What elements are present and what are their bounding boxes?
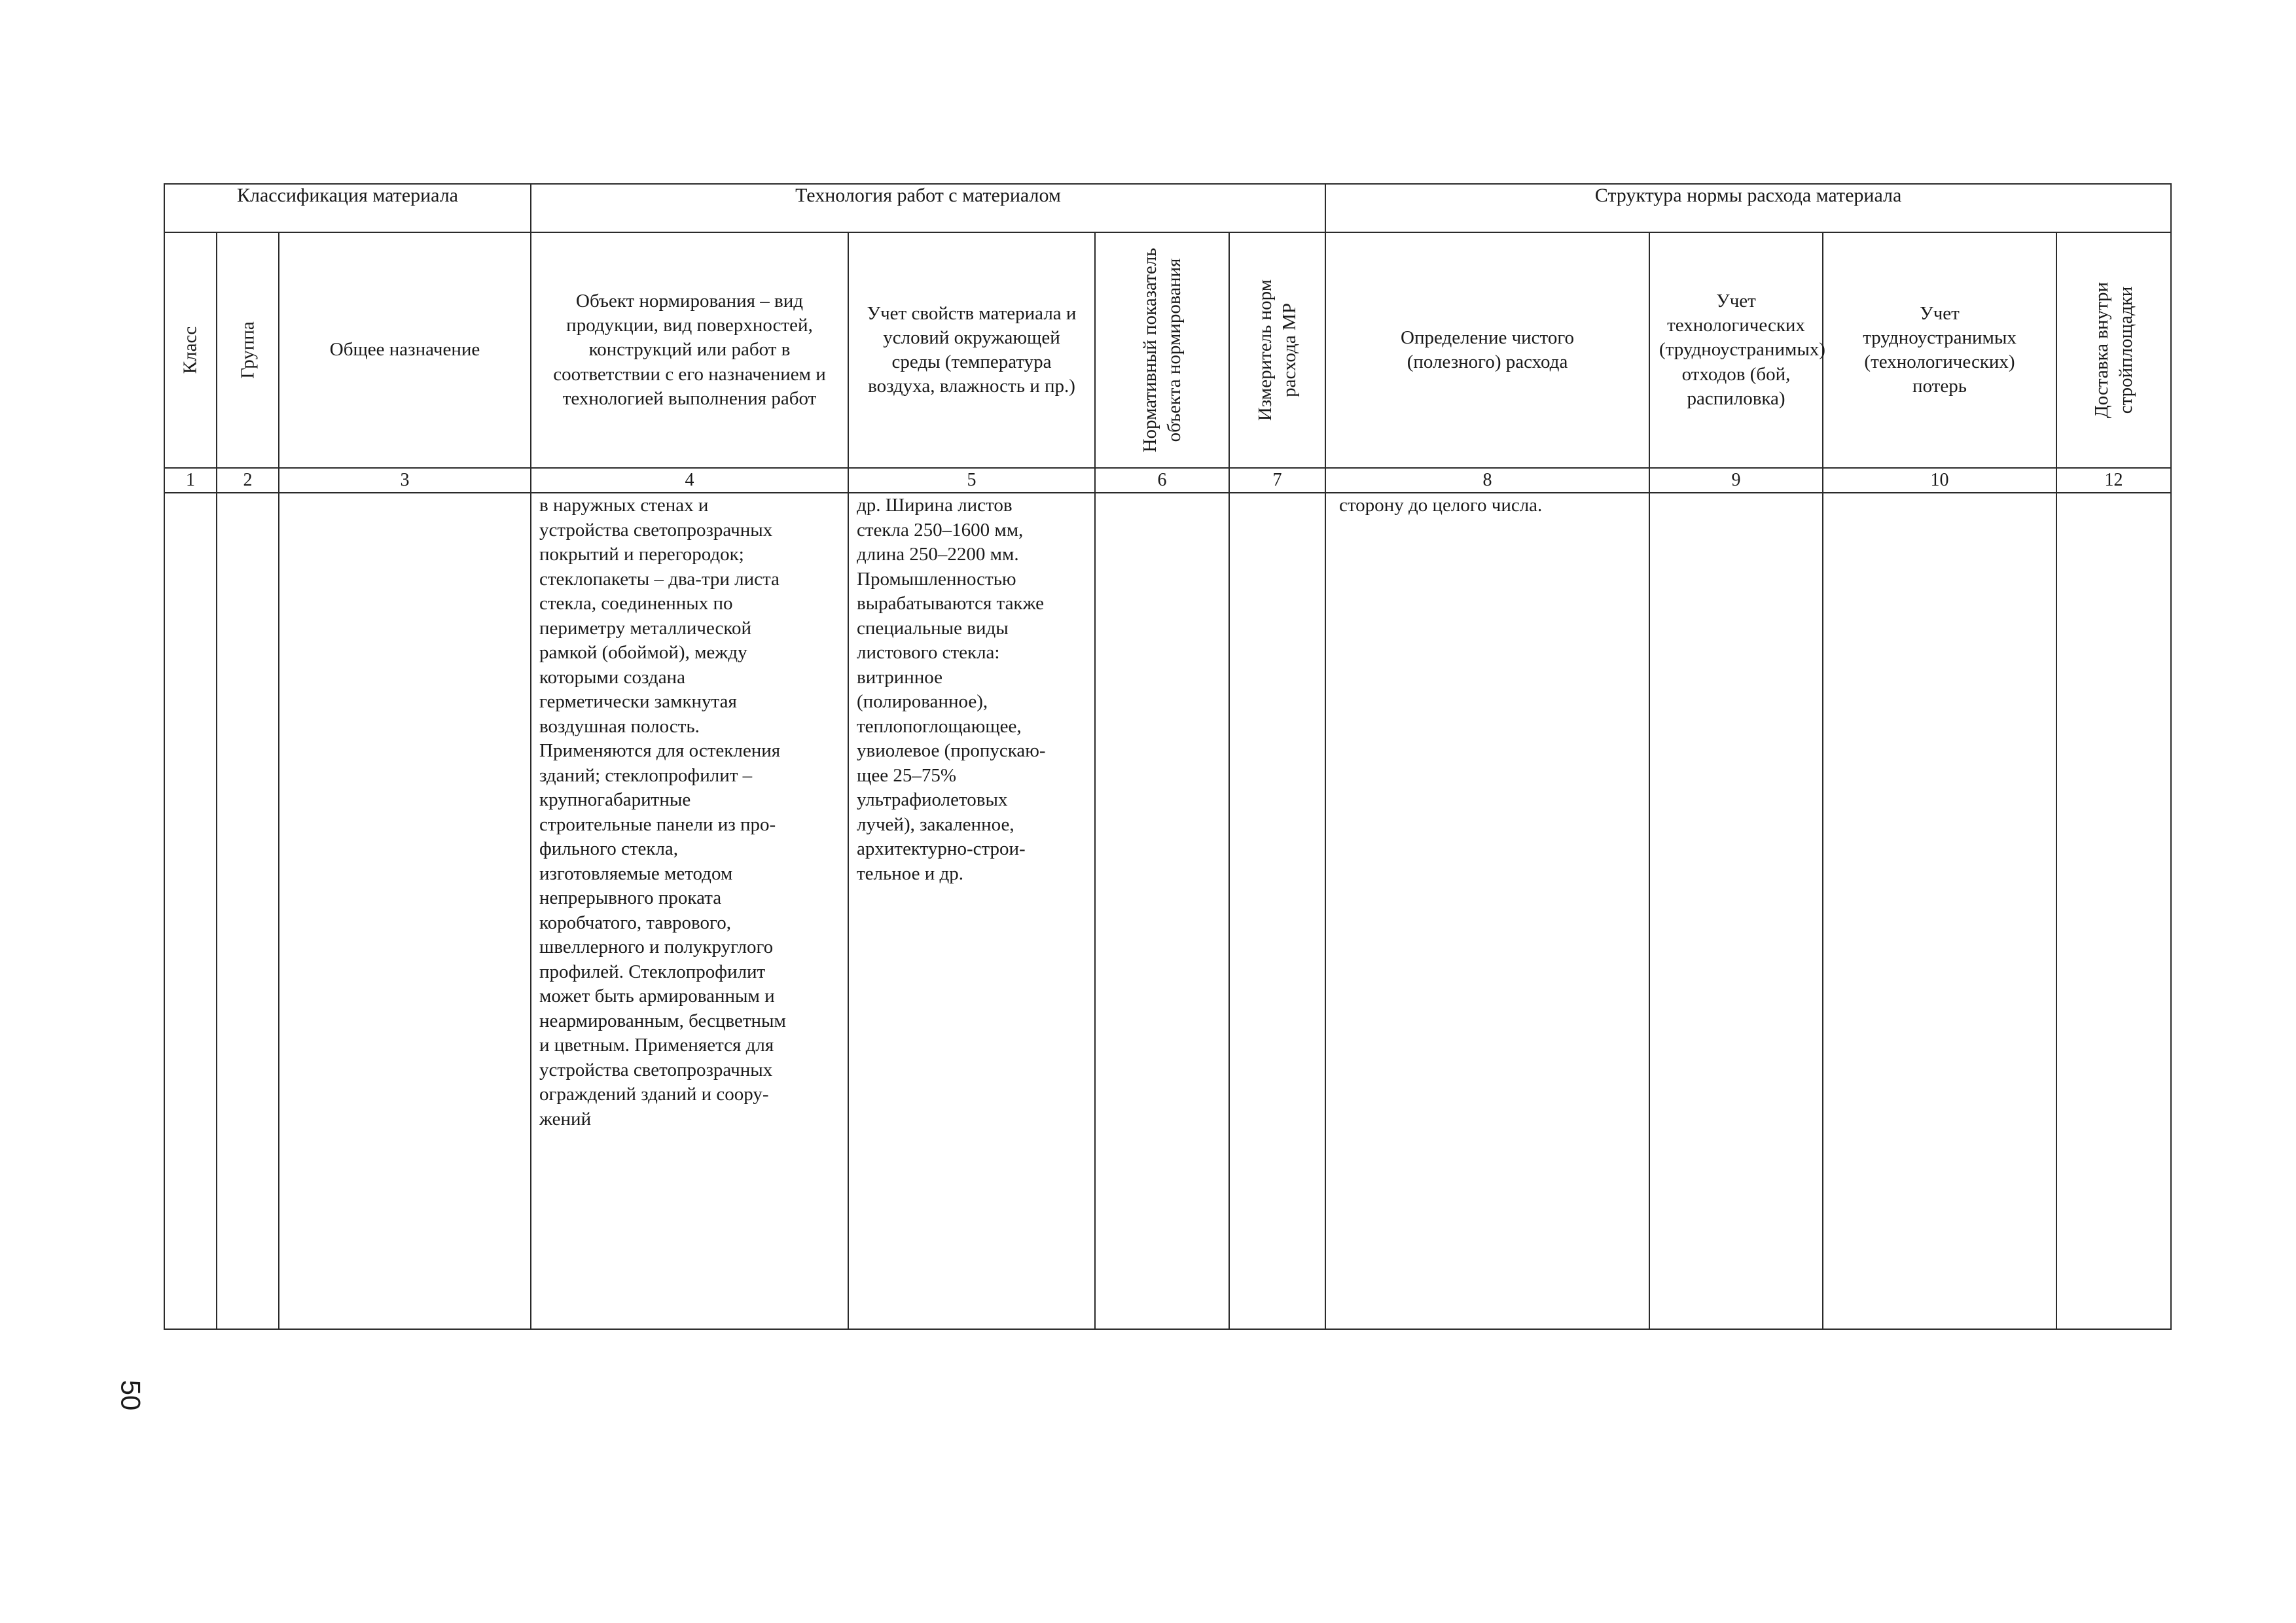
cell-class xyxy=(164,493,217,1329)
text-line: архитектурно-строи- xyxy=(857,838,1026,859)
text-line: жений xyxy=(539,1108,592,1130)
column-number: 9 xyxy=(1649,468,1823,493)
cell-delivery xyxy=(2056,493,2171,1329)
text-line: фильного стекла, xyxy=(539,838,679,859)
material-norms-table xyxy=(164,183,2172,1330)
cell-general-purpose xyxy=(279,493,531,1329)
text-line: увиолевое (пропускаю- xyxy=(857,740,1046,761)
text-line: строительные панели из про- xyxy=(539,813,776,835)
cell-waste xyxy=(1649,493,1823,1329)
text-line: вырабатываются также xyxy=(857,593,1045,614)
header-net-consumption: Определение чистого (полезного) расхода xyxy=(1325,232,1649,468)
text-line: др. Ширина листов xyxy=(857,495,1013,516)
group-technology: Технология работ с материалом xyxy=(531,184,1325,232)
cell-meter xyxy=(1229,493,1325,1329)
cell-properties xyxy=(848,493,1095,1329)
page-number: 50 xyxy=(115,1380,147,1411)
cell-losses xyxy=(1823,493,2056,1329)
text-line: неармированным, бесцветным xyxy=(539,1010,786,1031)
cell-net-consumption xyxy=(1325,493,1649,1329)
column-number: 2 xyxy=(217,468,279,493)
header-losses: Учет трудноустранимых (технологических) потерь xyxy=(1823,232,2056,468)
column-number: 8 xyxy=(1325,468,1649,493)
text-line: воздушная полость. xyxy=(539,715,700,737)
text-line: стекла 250–1600 мм, xyxy=(857,519,1024,541)
text-line: витринное xyxy=(857,666,943,688)
text-line: лучей), закаленное, xyxy=(857,813,1014,835)
text-line: в наружных стенах и xyxy=(539,495,709,516)
text-line: устройства светопрозрачных xyxy=(539,1059,773,1080)
header-class: Класс xyxy=(164,232,217,468)
text-line: ограждений зданий и соору- xyxy=(539,1084,769,1105)
column-number: 12 xyxy=(2056,468,2171,493)
text-line: (полированное), xyxy=(857,691,988,712)
column-number: 7 xyxy=(1229,468,1325,493)
text-line: сторону до целого числа. xyxy=(1339,495,1543,516)
header-delivery: Доставка внутри стройплощадки xyxy=(2056,232,2171,468)
header-properties: Учет свойств материала и условий окружающей среды (температура воздуха, влажность и пр.) xyxy=(848,232,1095,468)
column-number: 1 xyxy=(164,468,217,493)
text-line: ультрафиолетовых xyxy=(857,789,1008,810)
column-header-row xyxy=(164,232,2171,468)
text-line: рамкой (обоймой), между xyxy=(539,642,747,663)
text-line: изготовляемые методом xyxy=(539,863,733,884)
text-line: устройства светопрозрачных xyxy=(539,519,773,541)
cell-object xyxy=(531,493,848,1329)
group-structure: Структура нормы расхода материала xyxy=(1325,184,2171,232)
header-meter: Измеритель норм расхода МР xyxy=(1229,232,1325,468)
header-group: Группа xyxy=(217,232,279,468)
group-classification: Классификация материала xyxy=(164,184,531,232)
text-line: коробчатого, таврового, xyxy=(539,912,731,933)
cell-normative-indicator xyxy=(1095,493,1229,1329)
column-number-row xyxy=(164,468,2171,493)
text-line: щее 25–75% xyxy=(857,764,956,786)
text-line: крупногабаритные xyxy=(539,789,691,810)
text-line: длина 250–2200 мм. xyxy=(857,544,1019,565)
text-line: которыми создана xyxy=(539,666,685,688)
header-general-purpose: Общее назначение xyxy=(279,232,531,468)
text-line: непрерывного проката xyxy=(539,887,722,908)
text-line: периметру металлической xyxy=(539,617,752,639)
text-line: профилей. Стеклопрофилит xyxy=(539,961,766,982)
text-line: теплопоглощающее, xyxy=(857,715,1022,737)
column-number: 4 xyxy=(531,468,848,493)
header-waste: Учет технологических (трудноустранимых) отходов (бой, распиловка) xyxy=(1649,232,1823,468)
cell-group xyxy=(217,493,279,1329)
text-line: стеклопакеты – два-три листа xyxy=(539,568,780,590)
table-row xyxy=(164,493,2171,1329)
text-line: может быть армированным и xyxy=(539,986,775,1007)
header-object: Объект нормирования – вид продукции, вид поверхностей, конструкций или работ в соответствии с его назначением и технологией выполнения работ xyxy=(531,232,848,468)
column-number: 3 xyxy=(279,468,531,493)
text-line: швеллерного и полукруглого xyxy=(539,936,774,957)
column-number: 5 xyxy=(848,468,1095,493)
text-line: листового стекла: xyxy=(857,642,1000,663)
column-number: 6 xyxy=(1095,468,1229,493)
text-line: Применяются для остекления xyxy=(539,740,781,761)
text-line: Промышленностью xyxy=(857,568,1016,590)
header-normative-indicator: Нормативный показатель объекта нормирования xyxy=(1095,232,1229,468)
column-number: 10 xyxy=(1823,468,2056,493)
text-line: стекла, соединенных по xyxy=(539,593,733,614)
text-line: тельное и др. xyxy=(857,863,964,884)
text-line: и цветным. Применяется для xyxy=(539,1035,774,1056)
text-line: покрытий и перегородок; xyxy=(539,544,744,565)
text-line: герметически замкнутая xyxy=(539,691,737,712)
text-line: зданий; стеклопрофилит – xyxy=(539,764,753,786)
group-header-row xyxy=(164,184,2171,232)
text-line: специальные виды xyxy=(857,617,1009,639)
